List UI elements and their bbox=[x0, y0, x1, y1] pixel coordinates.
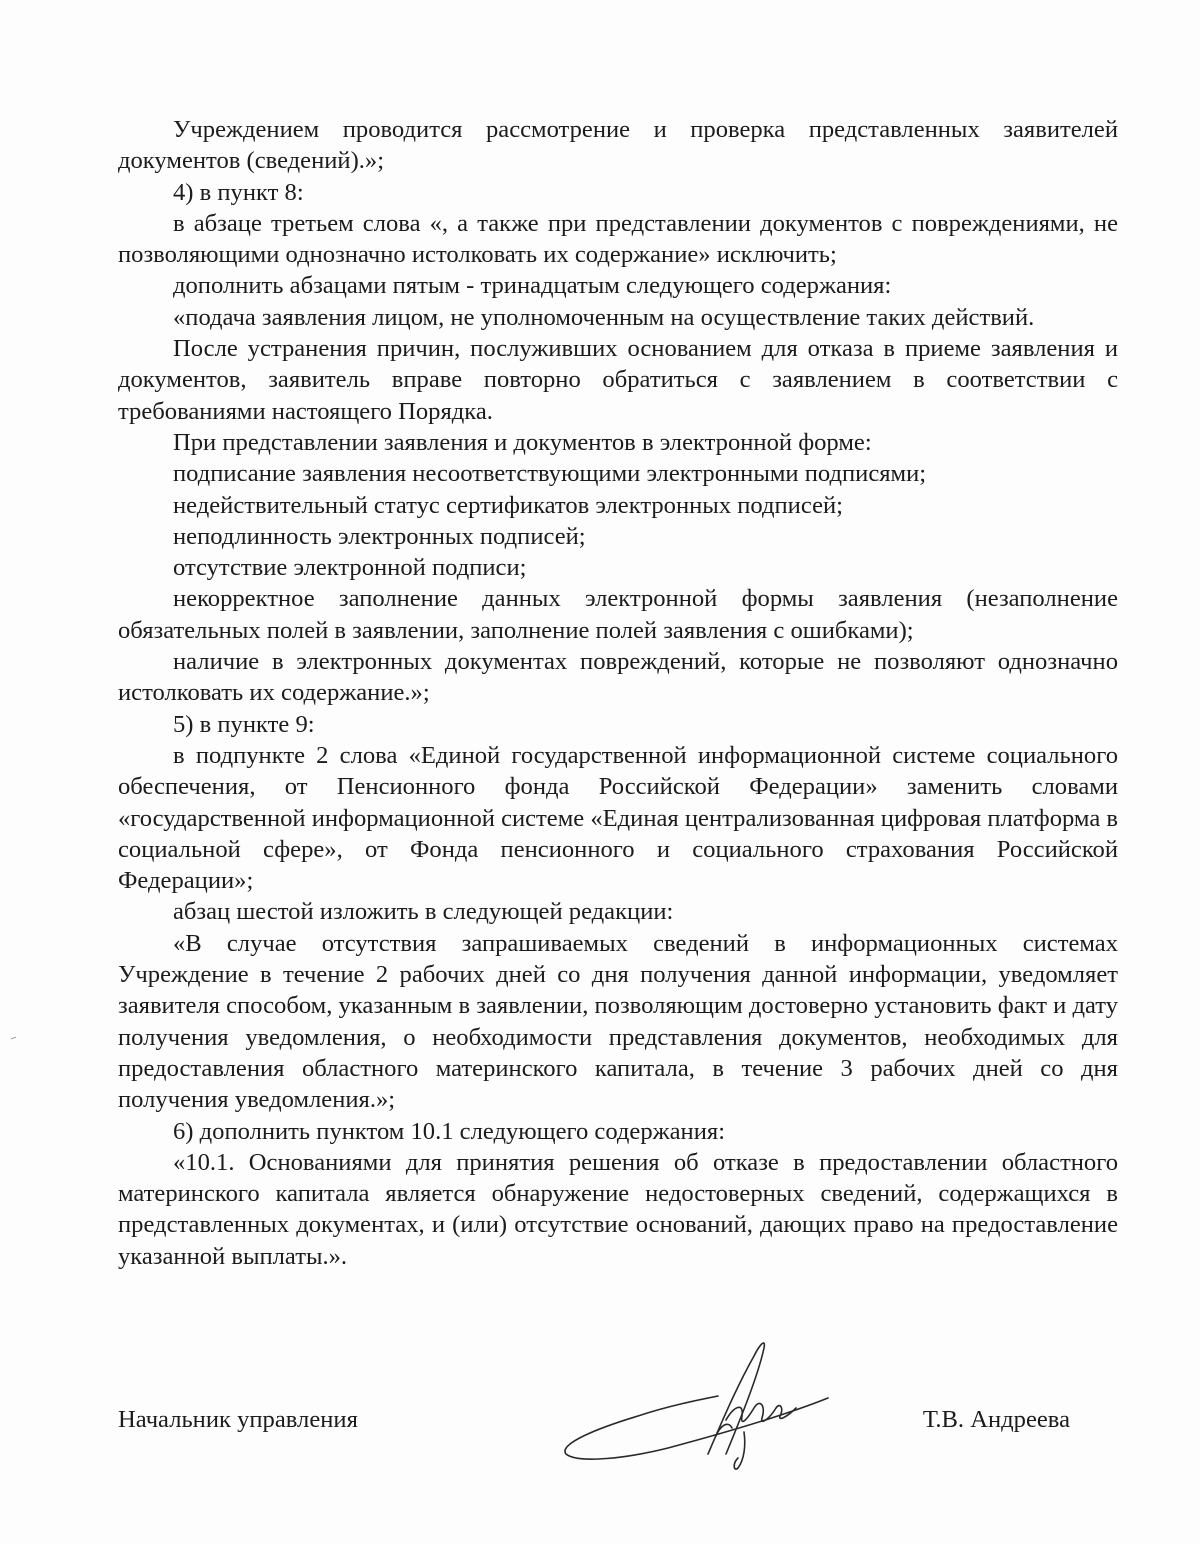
paragraph: дополнить абзацами пятым - тринадцатым следующего содержания: bbox=[173, 272, 892, 300]
paragraph: Учреждением проводится рассмотрение и проверка представленных заявителей документов (сведений).»; bbox=[118, 116, 1118, 175]
paragraph: При представлении заявления и документов в электронной форме: bbox=[173, 428, 872, 456]
paragraph: в абзаце третьем слова «, а также при представлении документов с повреждениями, не позволяющими однозначно истолковать их содержание» исключить; bbox=[118, 209, 1118, 269]
signer-name: Т.В. Андреева bbox=[922, 1406, 1070, 1433]
paragraph: После устранения причин, послуживших основанием для отказа в приеме заявления и документов, заявитель вправе повторно обратиться с заявлением в соответствии с требованиями настоящего Порядка. bbox=[118, 335, 1118, 425]
paragraph: отсутствие электронной подписи; bbox=[173, 554, 527, 582]
paragraph: «10.1. Основаниями для принятия решения об отказе в предоставлении областного материнского капитала является обнаружение недостоверных сведений, содержащихся в представленных документах, и (или) отсутствие оснований, дающих право на предоставление указанной выплаты.». bbox=[118, 1148, 1118, 1270]
document-body bbox=[118, 114, 1118, 1272]
paragraph: наличие в электронных документах повреждений, которые не позволяют однозначно истолковать их содержание.»; bbox=[118, 648, 1118, 707]
scan-speck-icon bbox=[10, 1036, 18, 1040]
paragraph: 6) дополнить пунктом 10.1 следующего содержания: bbox=[173, 1117, 726, 1145]
paragraph: «подача заявления лицом, не уполномоченным на осуществление таких действий. bbox=[173, 303, 1035, 331]
signature-block bbox=[118, 1386, 1118, 1486]
handwritten-signature-icon bbox=[558, 1336, 848, 1476]
paragraph: абзац шестой изложить в следующей редакции: bbox=[173, 898, 674, 926]
paragraph: неподлинность электронных подписей; bbox=[173, 522, 586, 550]
paragraph: «В случае отсутствия запрашиваемых сведений в информационных системах Учреждение в течение 2 рабочих дней со дня получения данной информации, уведомляет заявителя способом, указанным в заявлении, позволяющим достоверно установить факт и дату получения уведомления, о необходимости представления документов, необходимых для предоставления областного материнского капитала, в течение 3 рабочих дней со дня получения уведомления.»; bbox=[118, 929, 1118, 1114]
paragraph: подписание заявления несоответствующими электронными подписями; bbox=[173, 460, 927, 488]
paragraph: некорректное заполнение данных электронной формы заявления (незаполнение обязательных полей в заявлении, заполнение полей заявления с ошибками); bbox=[118, 585, 1118, 644]
paragraph: недействительный статус сертификатов электронных подписей; bbox=[173, 491, 843, 519]
position-title: Начальник управления bbox=[118, 1406, 358, 1433]
paragraph: в подпункте 2 слова «Единой государственной информационной системе социального обеспечения, от Пенсионного фонда Российской Федерации» заменить словами «государственной информационной системе «Единая централизованная цифровая платформа в социальной сфере», от Фонда пенсионного и социального страхования Российской Федерации»; bbox=[118, 741, 1119, 895]
paragraph: 4) в пункт 8: bbox=[173, 178, 304, 206]
paragraph: 5) в пункте 9: bbox=[173, 710, 315, 738]
